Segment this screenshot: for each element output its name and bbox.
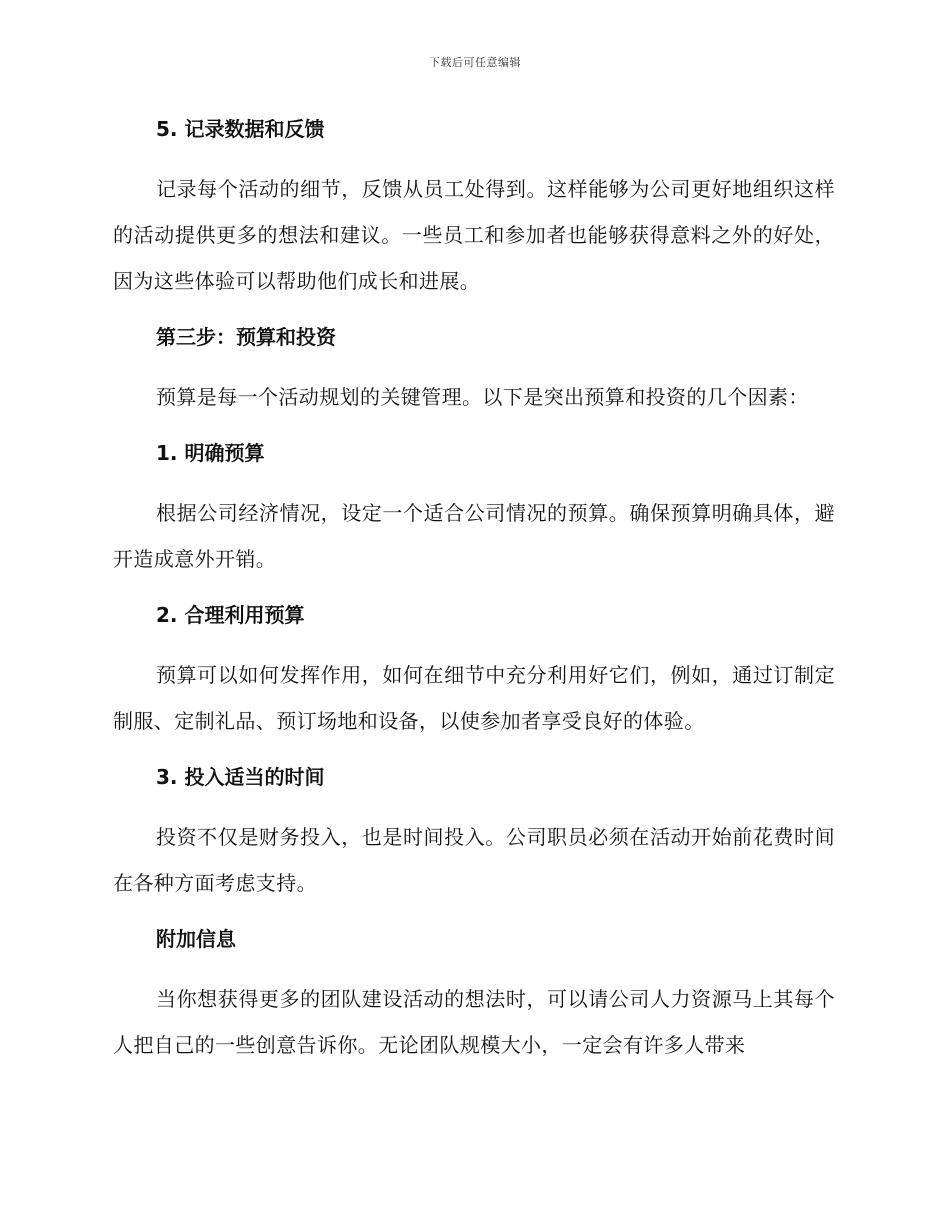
document-body	[113, 108, 835, 1080]
section-heading-use-budget: 2. 合理利用预算	[156, 603, 305, 627]
section-heading-step-three-budget: 第三步：预算和投资	[156, 325, 336, 349]
section-paragraph-clear-budget: 根据公司经济情况，设定一个适合公司情况的预算。确保预算明确具体，避开造成意外开销。	[113, 501, 835, 571]
section-heading-additional-info: 附加信息	[156, 927, 236, 951]
page-header-note: 下载后可任意编辑	[429, 56, 521, 69]
section-heading-record-data: 5. 记录数据和反馈	[156, 117, 325, 141]
section-paragraph-use-budget: 预算可以如何发挥作用，如何在细节中充分利用好它们，例如，通过订制定制服、定制礼品、预订场地和设备，以使参加者享受良好的体验。	[113, 663, 835, 733]
section-paragraph-record-data: 记录每个活动的细节，反馈从员工处得到。这样能够为公司更好地组织这样的活动提供更多的想法和建议。一些员工和参加者也能够获得意料之外的好处，因为这些体验可以帮助他们成长和进展。	[113, 177, 835, 293]
section-paragraph-additional-info: 当你想获得更多的团队建设活动的想法时，可以请公司人力资源马上其每个人把自己的一些创意告诉你。无论团队规模大小，一定会有许多人带来	[113, 987, 835, 1057]
section-heading-clear-budget: 1. 明确预算	[156, 441, 265, 465]
section-heading-invest-time: 3. 投入适当的时间	[156, 765, 325, 789]
section-paragraph-invest-time: 投资不仅是财务投入，也是时间投入。公司职员必须在活动开始前花费时间在各种方面考虑支持。	[113, 825, 835, 895]
section-paragraph-step-three-budget: 预算是每一个活动规划的关键管理。以下是突出预算和投资的几个因素：	[156, 385, 809, 409]
